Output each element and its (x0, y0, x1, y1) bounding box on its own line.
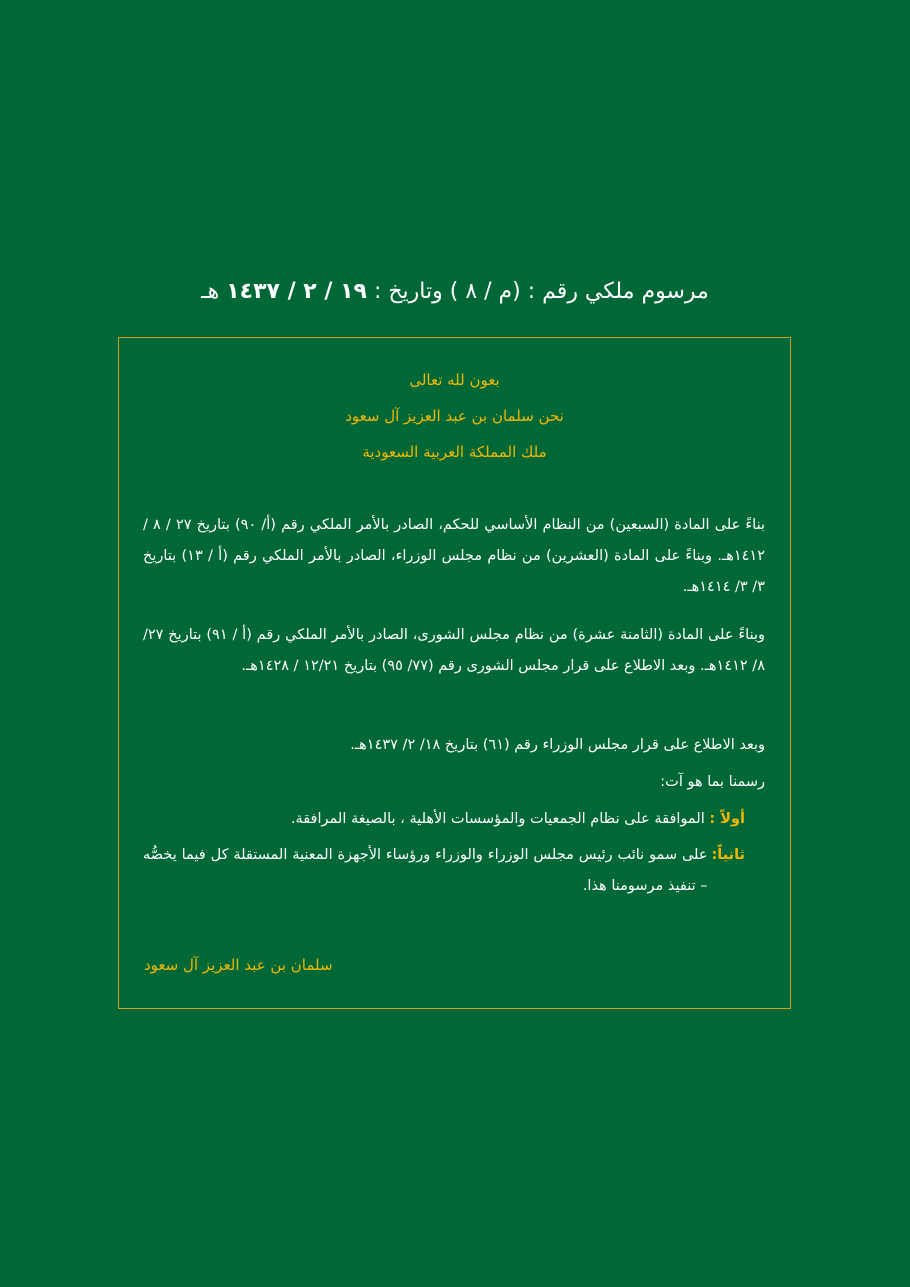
decree-title (0, 276, 910, 308)
clause-first-label: أولاً : (709, 811, 745, 827)
clause-first-text: الموافقة على نظام الجمعيات والمؤسسات الأهلية ، بالصيغة المرافقة. (290, 811, 705, 827)
decree-date-suffix: هـ (201, 279, 220, 304)
signature: سلمان بن عبد العزيز آل سعود (144, 956, 333, 974)
king-title-line: ملك المملكة العربية السعودية (362, 443, 547, 461)
clause-second-label: ثانياً: (711, 847, 745, 863)
decree-date: ١٩ / ٢ / ١٤٣٧ (226, 279, 367, 304)
clause-second-text: على سمو نائب رئيس مجلس الوزراء والوزراء ورؤساء الأجهزة المعنية المستقلة كل فيما يخصُّه – تنفيذ مرسومنا هذا. (143, 847, 708, 894)
king-name-line: نحن سلمان بن عبد العزيز آل سعود (345, 407, 564, 425)
decree-title-prefix: مرسوم ملكي رقم : (م / ٨ ) وتاريخ : (373, 279, 709, 304)
decree-frame (118, 337, 791, 1009)
preamble-paragraph-2: وبناءً على المادة (الثامنة عشرة) من نظام مجلس الشورى، الصادر بالأمر الملكي رقم (أ / ٩١) بتاريخ ٢٧/ ٨/ ١٤١٢هـ. وبعد الاطلاع على قرار مجلس الشورى رقم (٧٧/ ٩٥) بتاريخ ١٢/٢١ / ١٤٢٨هـ. (143, 627, 765, 674)
decree-intro: رسمنا بما هو آت: (660, 774, 765, 790)
invocation-line: بعون لله تعالى (409, 371, 500, 389)
preamble-paragraph-3: وبعد الاطلاع على قرار مجلس الوزراء رقم (٦١) بتاريخ ١٨/ ٢/ ١٤٣٧هـ. (350, 737, 765, 753)
clause-second (143, 840, 745, 902)
clause-first (143, 804, 745, 835)
preamble-paragraph-1: بناءً على المادة (السبعين) من النظام الأساسي للحكم، الصادر بالأمر الملكي رقم (أ/ ٩٠) بتاريخ ٢٧ / ٨ / ١٤١٢هـ. وبناءً على المادة (العشرين) من نظام مجلس الوزراء، الصادر بالأمر الملكي رقم (أ / ١٣) بتاريخ ٣/ ٣/ ١٤١٤هـ. (143, 517, 766, 595)
